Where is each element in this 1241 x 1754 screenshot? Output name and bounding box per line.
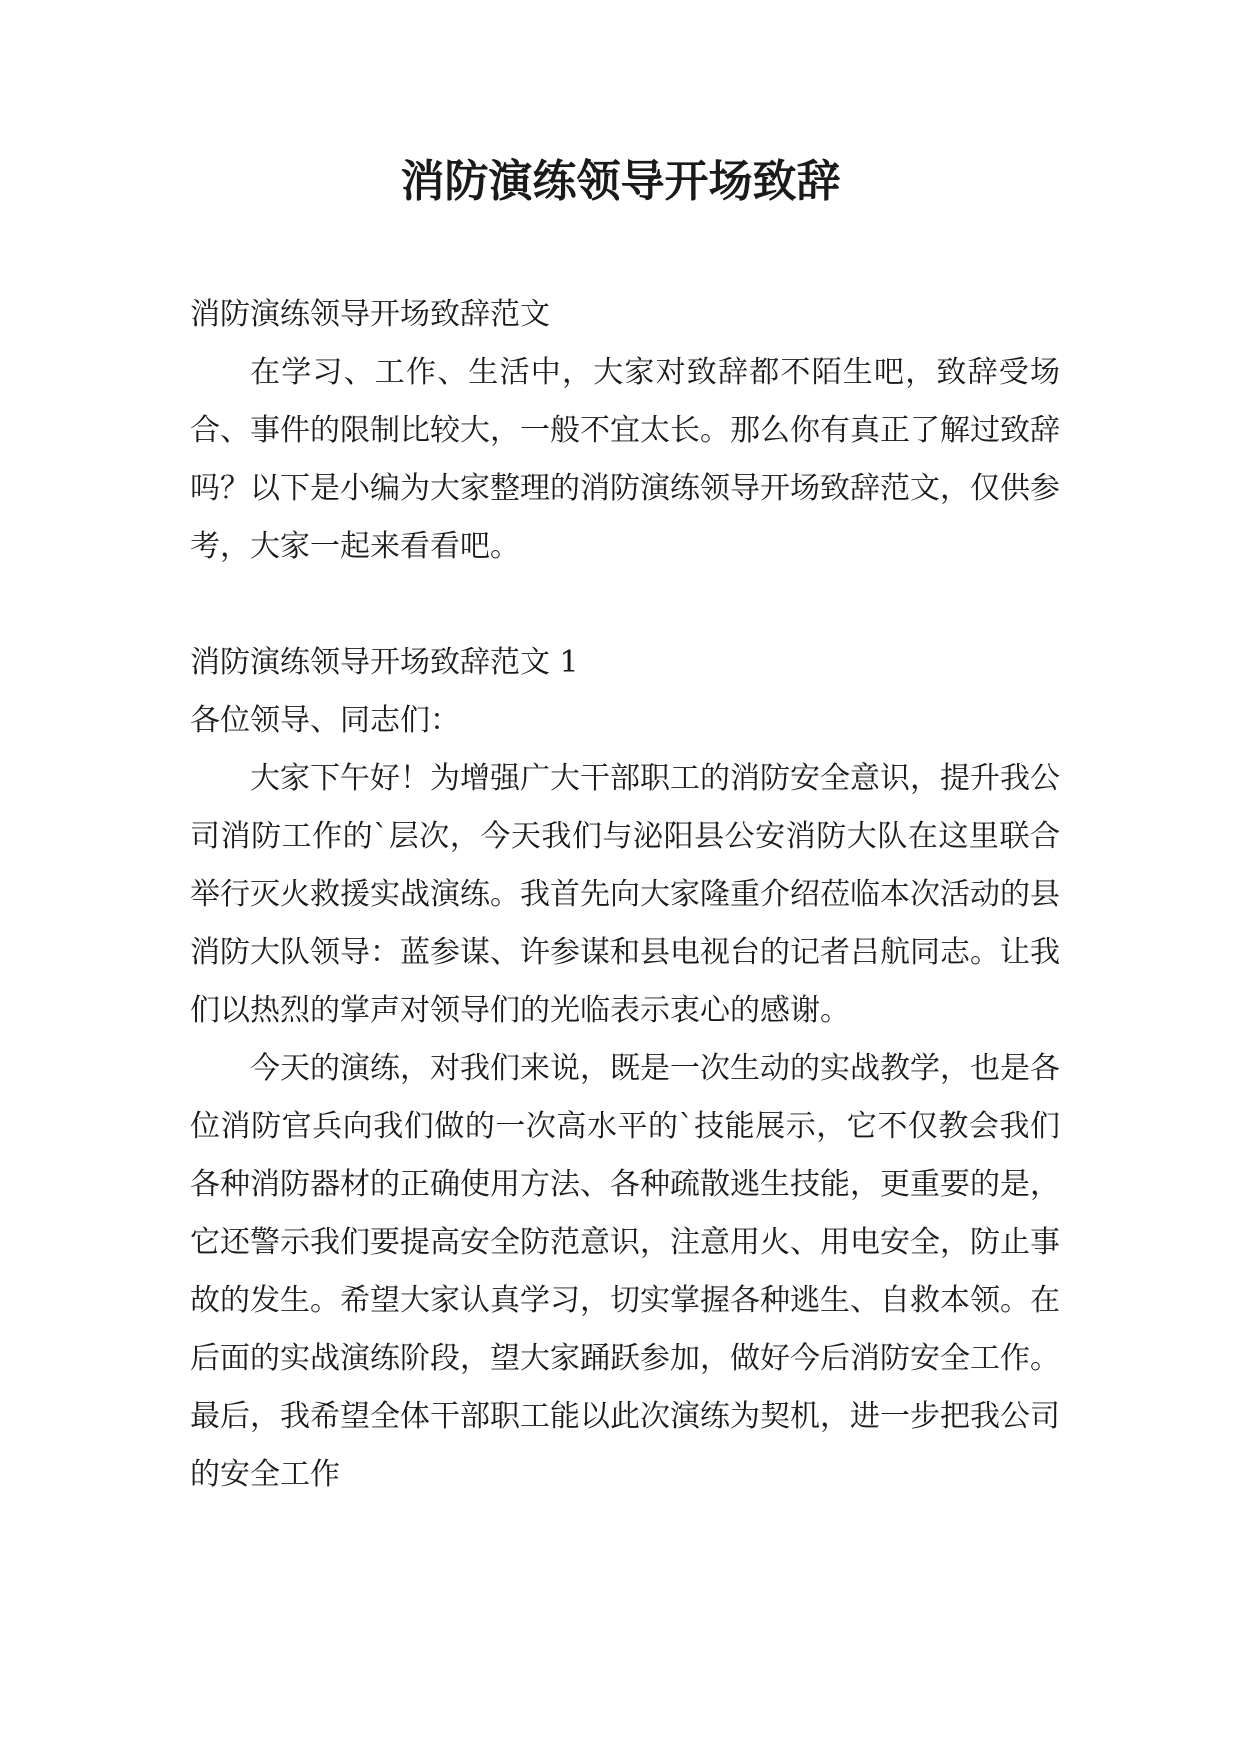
document-subtitle: 消防演练领导开场致辞范文 <box>190 297 550 332</box>
paragraph-spacer <box>190 576 1060 634</box>
body-paragraph-1: 大家下午好！为增强广大干部职工的消防安全意识，提升我公司消防工作的`层次，今天我们与泌阳县公安消防大队在这里联合举行灭火救援实战演练。我首先向大家隆重介绍莅临本次活动的县消防大队领导：蓝参谋、许参谋和县电视台的记者吕航同志。让我们以热烈的掌声对领导们的光临表示衷心的感谢。 <box>190 761 1060 1028</box>
greeting-line: 各位领导、同志们： <box>190 703 460 738</box>
document-body <box>190 286 1060 1504</box>
body-paragraph-2: 今天的演练，对我们来说，既是一次生动的实战教学，也是各位消防官兵向我们做的一次高水平的`技能展示，它不仅教会我们各种消防器材的正确使用方法、各种疏散逃生技能，更重要的是，它还警示我们要提高安全防范意识，注意用火、用电安全，防止事故的发生。希望大家认真学习，切实掌握各种逃生、自救本领。在后面的实战演练阶段，望大家踊跃参加，做好今后消防安全工作。最后，我希望全体干部职工能以此次演练为契机，进一步把我公司的安全工作 <box>190 1051 1060 1492</box>
section-heading: 消防演练领导开场致辞范文 1 <box>190 645 579 680</box>
intro-paragraph: 在学习、工作、生活中，大家对致辞都不陌生吧，致辞受场合、事件的限制比较大，一般不宜太长。那么你有真正了解过致辞吗？以下是小编为大家整理的消防演练领导开场致辞范文，仅供参考，大家一起来看看吧。 <box>190 355 1060 564</box>
document-title: 消防演练领导开场致辞 <box>400 156 841 207</box>
